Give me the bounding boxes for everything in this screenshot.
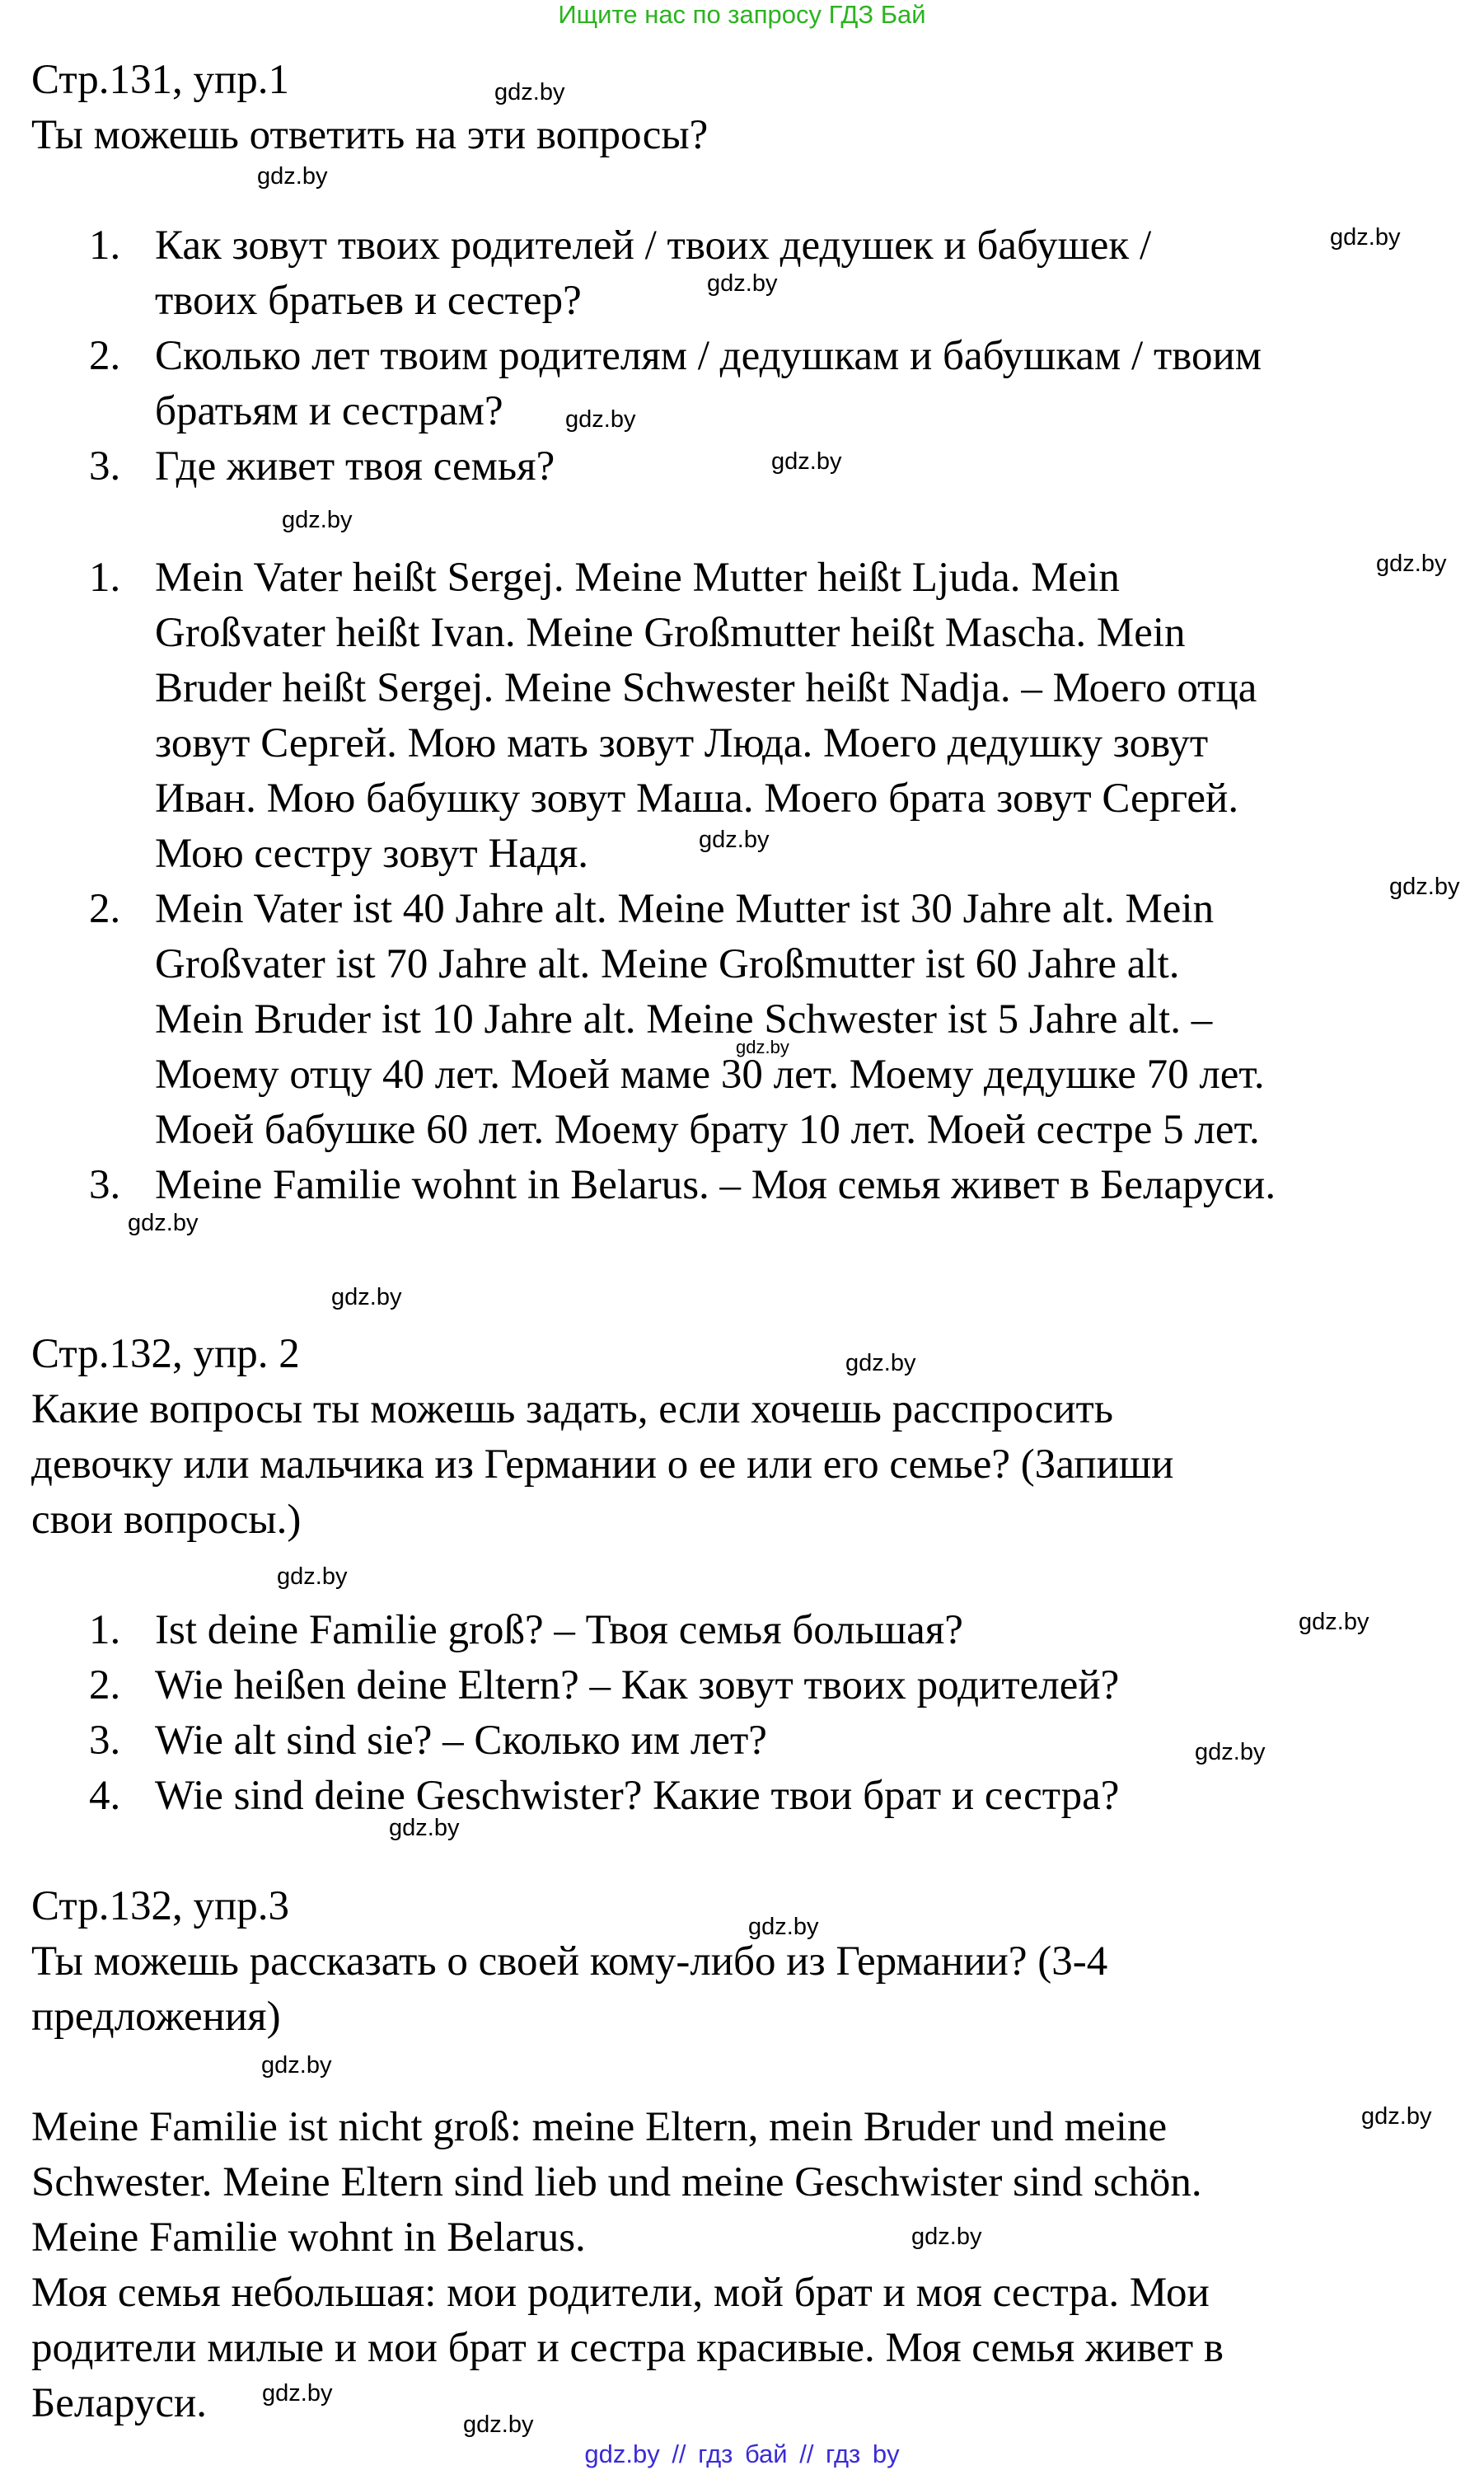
watermark: gdz.by [1389, 874, 1460, 900]
answer-1-line-2: Großvater heißt Ivan. Meine Großmutter heißt Mascha. Mein [155, 610, 1186, 656]
section2-title: Стр.132, упр. 2 [31, 1331, 300, 1377]
question-list-item-1: Ist deine Familie groß? – Твоя семья большая? [155, 1607, 963, 1653]
question-2-number: 2. [89, 333, 121, 379]
watermark: gdz.by [1299, 1609, 1369, 1635]
question-list-item-1-number: 1. [89, 1607, 121, 1653]
section2-task-line-1: Какие вопросы ты можешь задать, если хочешь расспросить [31, 1386, 1114, 1432]
watermark: gdz.by [257, 163, 328, 190]
question-3-line-1: Где живет твоя семья? [155, 443, 555, 490]
watermark: gdz.by [262, 2380, 333, 2407]
question-1-number: 1. [89, 223, 121, 269]
section2-task-line-2: девочку или мальчика из Германии о ее или его семье? (Запиши [31, 1441, 1174, 1488]
section3-answer-line-4: Моя семья небольшая: мои родители, мой брат и моя сестра. Мои [31, 2270, 1210, 2316]
watermark: gdz.by [845, 1350, 916, 1376]
section3-answer-line-5: родители милые и мои брат и сестра красивые. Моя семья живет в [31, 2325, 1224, 2371]
section3-answer-line-3: Meine Familie wohnt in Belarus. [31, 2215, 586, 2261]
question-list-item-3-number: 3. [89, 1718, 121, 1764]
footer-links: gdz.by // гдз бай // гдз by [584, 2439, 900, 2468]
section3-task-line-1: Ты можешь рассказать о своей кому-либо из Германии? (3-4 [31, 1938, 1108, 1985]
answer-1-line-1: Mein Vater heißt Sergej. Meine Mutter heißt Ljuda. Mein [155, 555, 1120, 601]
answer-3-line-1: Meine Familie wohnt in Belarus. – Моя семья живет в Беларуси. [155, 1162, 1276, 1208]
watermark: gdz.by [261, 2052, 332, 2079]
answer-2-number: 2. [89, 886, 121, 932]
section1-task: Ты можешь ответить на эти вопросы? [31, 112, 709, 158]
answer-2-line-3: Mein Bruder ist 10 Jahre alt. Meine Schwester ist 5 Jahre alt. – [155, 996, 1213, 1043]
watermark: gdz.by [771, 448, 842, 475]
watermark: gdz.by [736, 1037, 789, 1057]
answer-1-line-3: Bruder heißt Sergej. Meine Schwester heißt Nadja. – Моего отца [155, 665, 1257, 711]
watermark: gdz.by [911, 2224, 982, 2250]
section3-answer-line-6: Беларуси. [31, 2380, 208, 2426]
watermark: gdz.by [128, 1210, 199, 1236]
watermark: gdz.by [1330, 224, 1401, 251]
answer-2-line-1: Mein Vater ist 40 Jahre alt. Meine Mutter ist 30 Jahre alt. Mein [155, 886, 1215, 932]
answer-1-line-4: зовут Сергей. Мою мать зовут Люда. Моего дедушку зовут [155, 720, 1209, 766]
answer-1-line-5: Иван. Мою бабушку зовут Маша. Моего брата зовут Сергей. [155, 776, 1239, 822]
answer-2-line-4: Моему отцу 40 лет. Моей маме 30 лет. Моему дедушке 70 лет. [155, 1052, 1265, 1098]
question-1-line-2: твоих братьев и сестер? [155, 278, 582, 324]
watermark: gdz.by [748, 1914, 819, 1940]
section1-title: Стр.131, упр.1 [31, 57, 290, 103]
search-hint-banner: Ищите нас по запросу ГДЗ Бай [558, 0, 926, 29]
answer-2-line-2: Großvater ist 70 Jahre alt. Meine Großmutter ist 60 Jahre alt. [155, 941, 1180, 987]
answer-2-line-5: Моей бабушке 60 лет. Моему брату 10 лет. Моей сестре 5 лет. [155, 1107, 1260, 1153]
watermark: gdz.by [494, 79, 565, 105]
question-2-line-2: братьям и сестрам? [155, 388, 503, 434]
question-list-item-2: Wie heißen deine Eltern? – Как зовут твоих родителей? [155, 1662, 1120, 1708]
watermark: gdz.by [282, 507, 353, 533]
question-list-item-4: Wie sind deine Geschwister? Какие твои брат и сестра? [155, 1773, 1120, 1819]
watermark: gdz.by [565, 406, 636, 433]
watermark: gdz.by [707, 270, 778, 297]
section3-answer-line-2: Schwester. Meine Eltern sind lieb und meine Geschwister sind schön. [31, 2159, 1202, 2205]
watermark: gdz.by [463, 2411, 534, 2438]
section3-answer-line-1: Meine Familie ist nicht groß: meine Eltern, mein Bruder und meine [31, 2104, 1168, 2150]
question-3-number: 3. [89, 443, 121, 490]
question-list-item-3: Wie alt sind sie? – Сколько им лет? [155, 1718, 767, 1764]
question-list-item-4-number: 4. [89, 1773, 121, 1819]
question-1-line-1: Как зовут твоих родителей / твоих дедушек и бабушек / [155, 223, 1152, 269]
question-2-line-1: Сколько лет твоим родителям / дедушкам и бабушкам / твоим [155, 333, 1262, 379]
section3-title: Стр.132, упр.3 [31, 1883, 290, 1929]
answer-3-number: 3. [89, 1162, 121, 1208]
section2-task-line-3: свои вопросы.) [31, 1497, 302, 1543]
watermark: gdz.by [389, 1815, 460, 1841]
watermark: gdz.by [1376, 551, 1447, 577]
watermark: gdz.by [277, 1563, 348, 1590]
watermark: gdz.by [1361, 2103, 1432, 2130]
answer-1-number: 1. [89, 555, 121, 601]
watermark: gdz.by [331, 1284, 402, 1310]
section3-task-line-2: предложения) [31, 1994, 281, 2040]
answer-1-line-6: Мою сестру зовут Надя. [155, 831, 589, 877]
watermark: gdz.by [1195, 1739, 1266, 1765]
watermark: gdz.by [699, 827, 770, 853]
question-list-item-2-number: 2. [89, 1662, 121, 1708]
